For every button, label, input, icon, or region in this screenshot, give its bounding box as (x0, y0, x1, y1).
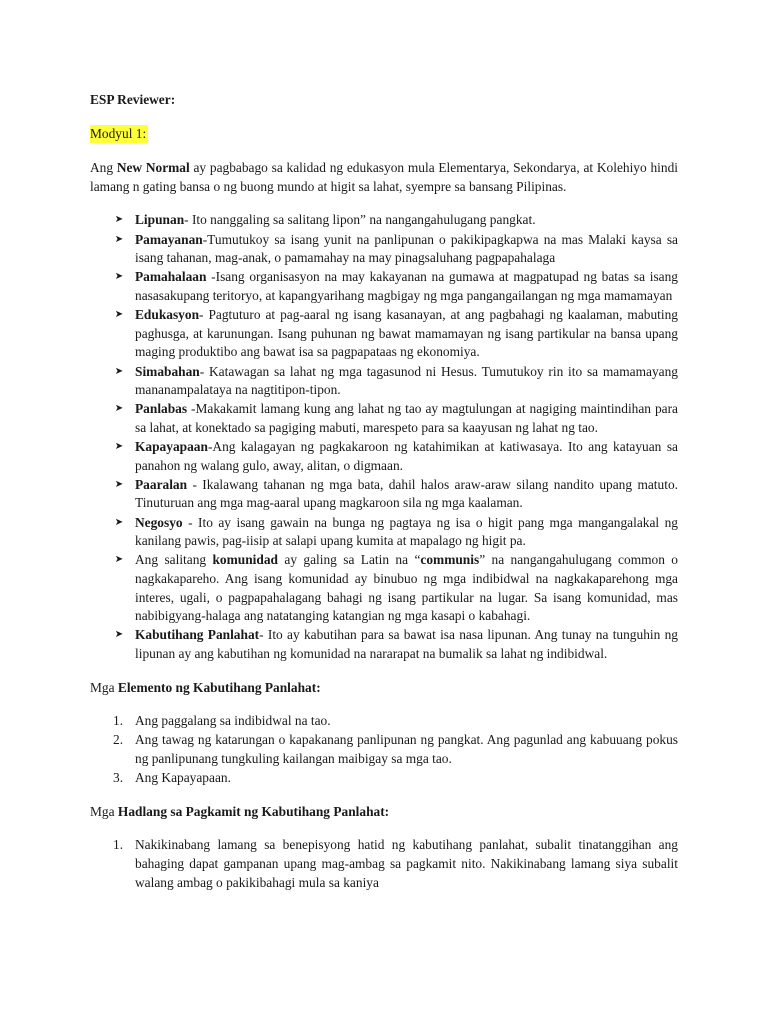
komunidad-mid: ay galing sa Latin na “ (278, 552, 421, 568)
arrowhead-bullet-icon: ➤ (114, 554, 124, 566)
definition-text: - Ito ay kabutihan para sa bawat isa nasa lipunan. Ang tunay na tunguhin ng lipunan ay ang kabutihan ng komunidad na nararapat na bumalik sa lahat ng indibidwal. (135, 627, 678, 661)
arrowhead-bullet-icon: ➤ (114, 271, 124, 283)
item-number: 3. (113, 770, 124, 786)
arrowhead-bullet-icon: ➤ (114, 629, 124, 641)
intro-post: ay pagbabago sa kalidad ng edukasyon mula Elementarya, Sekondarya, at Kolehiyo hindi lamang n gating bansa o ng buong mundo at higit sa lahat, syempre sa bansang Pilipinas. (90, 160, 678, 194)
heading-prefix: Mga (90, 679, 118, 695)
obstacles-heading (90, 803, 678, 822)
item-text: Ang Kapayapaan. (135, 770, 231, 786)
list-item (90, 306, 678, 362)
definition-term: Simabahan (135, 363, 200, 379)
definition-term: Edukasyon (135, 307, 200, 323)
list-item (90, 231, 678, 268)
list-item (90, 438, 678, 475)
komunidad-term-latin: communis (420, 552, 480, 568)
item-text: Ang paggalang sa indibidwal na tao. (135, 713, 331, 729)
intro-term: New Normal (116, 160, 190, 176)
module-line (90, 125, 678, 160)
definition-text: - Ikalawang tahanan ng mga bata, dahil halos araw-araw silang nandito upang matuto. Tinuturuan ang mga mag-aaral upang magkaroon sila ng mga kaalaman. (135, 476, 678, 511)
definition-text: - Ito nanggaling sa salitang lipon” na nangangahulugang pangkat. (184, 212, 536, 228)
arrowhead-bullet-icon: ➤ (114, 214, 124, 226)
list-item-kabutihan (90, 626, 678, 663)
definitions-list (90, 211, 678, 663)
heading-prefix: Mga (90, 803, 118, 819)
obstacles-list (90, 836, 678, 892)
heading-bold: Elemento ng Kabutihang Panlahat: (117, 679, 321, 695)
komunidad-term: komunidad (212, 552, 278, 568)
heading-bold: Hadlang sa Pagkamit ng Kabutihang Panlahat: (117, 803, 390, 819)
definition-term: Lipunan (135, 212, 185, 228)
definition-text: -Tumutukoy sa isang yunit na panlipunan o pakikipagkapwa na mas Malaki kaysa sa isang tahanan, mag-anak, o pamamahay na may pinagsaluhang pagpapahalaga (135, 231, 678, 266)
list-item (90, 268, 678, 305)
item-number: 1. (113, 713, 124, 729)
elements-list (90, 712, 678, 788)
definition-term: Pamayanan (135, 231, 203, 247)
list-item (90, 476, 678, 513)
definition-term: Negosyo (135, 514, 183, 530)
list-item (90, 514, 678, 551)
list-item (90, 712, 678, 731)
arrowhead-bullet-icon: ➤ (114, 441, 124, 453)
arrowhead-bullet-icon: ➤ (114, 309, 124, 321)
intro-pre: Ang (90, 160, 117, 176)
komunidad-post: ” na nangangahulugang common o nagkakapareho. Ang isang komunidad ay binubuo ng mga indibidwal na nagkakaparehong mga interes, ugali, o pagpapahalagang bahagi ng isang partikular na lugar. Sa isang komunidad, mas nabibigyang-halaga ang natatanging katangian ng mga kasapi o kabahagi. (135, 552, 678, 624)
definition-text: - Pagtuturo at pag-aaral ng isang kasanayan, at ang pagbahagi ng kaalaman, mabuting paghusga, at karunungan. Isang puhunan ng bawat mamamayan ng isang partikular na bansa upang maging produktibo ang bawat isa sa pagpapataas ng ekonomiya. (135, 307, 678, 360)
arrowhead-bullet-icon: ➤ (114, 516, 124, 528)
definition-text: -Isang organisasyon na may kakayanan na gumawa at magpatupad ng batas sa isang nasasakupang teritoryo, at kapangyarihang magbigay ng mga pangangailangan ng mga mamamayan (135, 269, 678, 303)
item-text: Ang tawag ng katarungan o kapakanang panlipunan ng pangkat. Ang pagunlad ang kabuuang pokus ng panlipunang tungkuling kailangan maibigay sa mga tao. (135, 732, 678, 766)
definition-term: Kapayapaan (135, 439, 208, 455)
arrowhead-bullet-icon: ➤ (114, 478, 124, 490)
definition-text: - Ito ay isang gawain na bunga ng pagtaya ng isa o higit pang mga mangangalakal ng kanilang pawis, pag-iisip at salapi upang kumita at mapalago ng higit pa. (135, 514, 678, 549)
intro-paragraph (90, 159, 678, 196)
arrowhead-bullet-icon: ➤ (114, 233, 124, 245)
list-item (90, 731, 678, 768)
definition-text: - Katawagan sa lahat ng mga tagasunod ni Hesus. Tumutukoy rin ito sa mamamayang mananampalataya na nagtitipon-tipon. (135, 363, 678, 398)
item-number: 1. (113, 837, 124, 853)
definition-term: Panlabas (135, 401, 188, 417)
document-title: ESP Reviewer: (90, 92, 176, 107)
item-number: 2. (113, 732, 124, 748)
document-body (90, 91, 678, 893)
definition-term: Paaralan (135, 476, 188, 492)
komunidad-pre: Ang salitang (135, 552, 213, 568)
list-item (90, 211, 678, 230)
list-item-komunidad (90, 551, 678, 625)
list-item (90, 400, 678, 437)
definition-term: Pamahalaan (135, 269, 207, 285)
list-item (90, 769, 678, 788)
module-heading-highlighted: Modyul 1: (90, 125, 148, 144)
definition-text: -Makakamit lamang kung ang lahat ng tao ay magtulungan at nagiging maintindihan para sa lahat, at konektado sa pagiging mabuti, marespeto para sa kaayusan ng lahat ng tao. (135, 401, 678, 435)
arrowhead-bullet-icon: ➤ (114, 365, 124, 377)
list-item (90, 363, 678, 400)
definition-text: -Ang kalagayan ng pagkakaroon ng katahimikan at katiwasaya. Ito ang katayuan sa panahon ng walang gulo, away, alitan, o digmaan. (135, 439, 678, 473)
list-item (90, 836, 678, 892)
definition-term: Kabutihang Panlahat (135, 627, 260, 643)
arrowhead-bullet-icon: ➤ (114, 403, 124, 415)
item-text: Nakikinabang lamang sa benepisyong hatid ng kabutihang panlahat, subalit tinatanggihan ang bahaging dapat gampanan upang mag-ambag sa pagkamit nito. Nakikinabang lamang siya subalit walang ambag o pakikibahagi mula sa kaniya (135, 837, 678, 890)
elements-heading (90, 679, 678, 698)
